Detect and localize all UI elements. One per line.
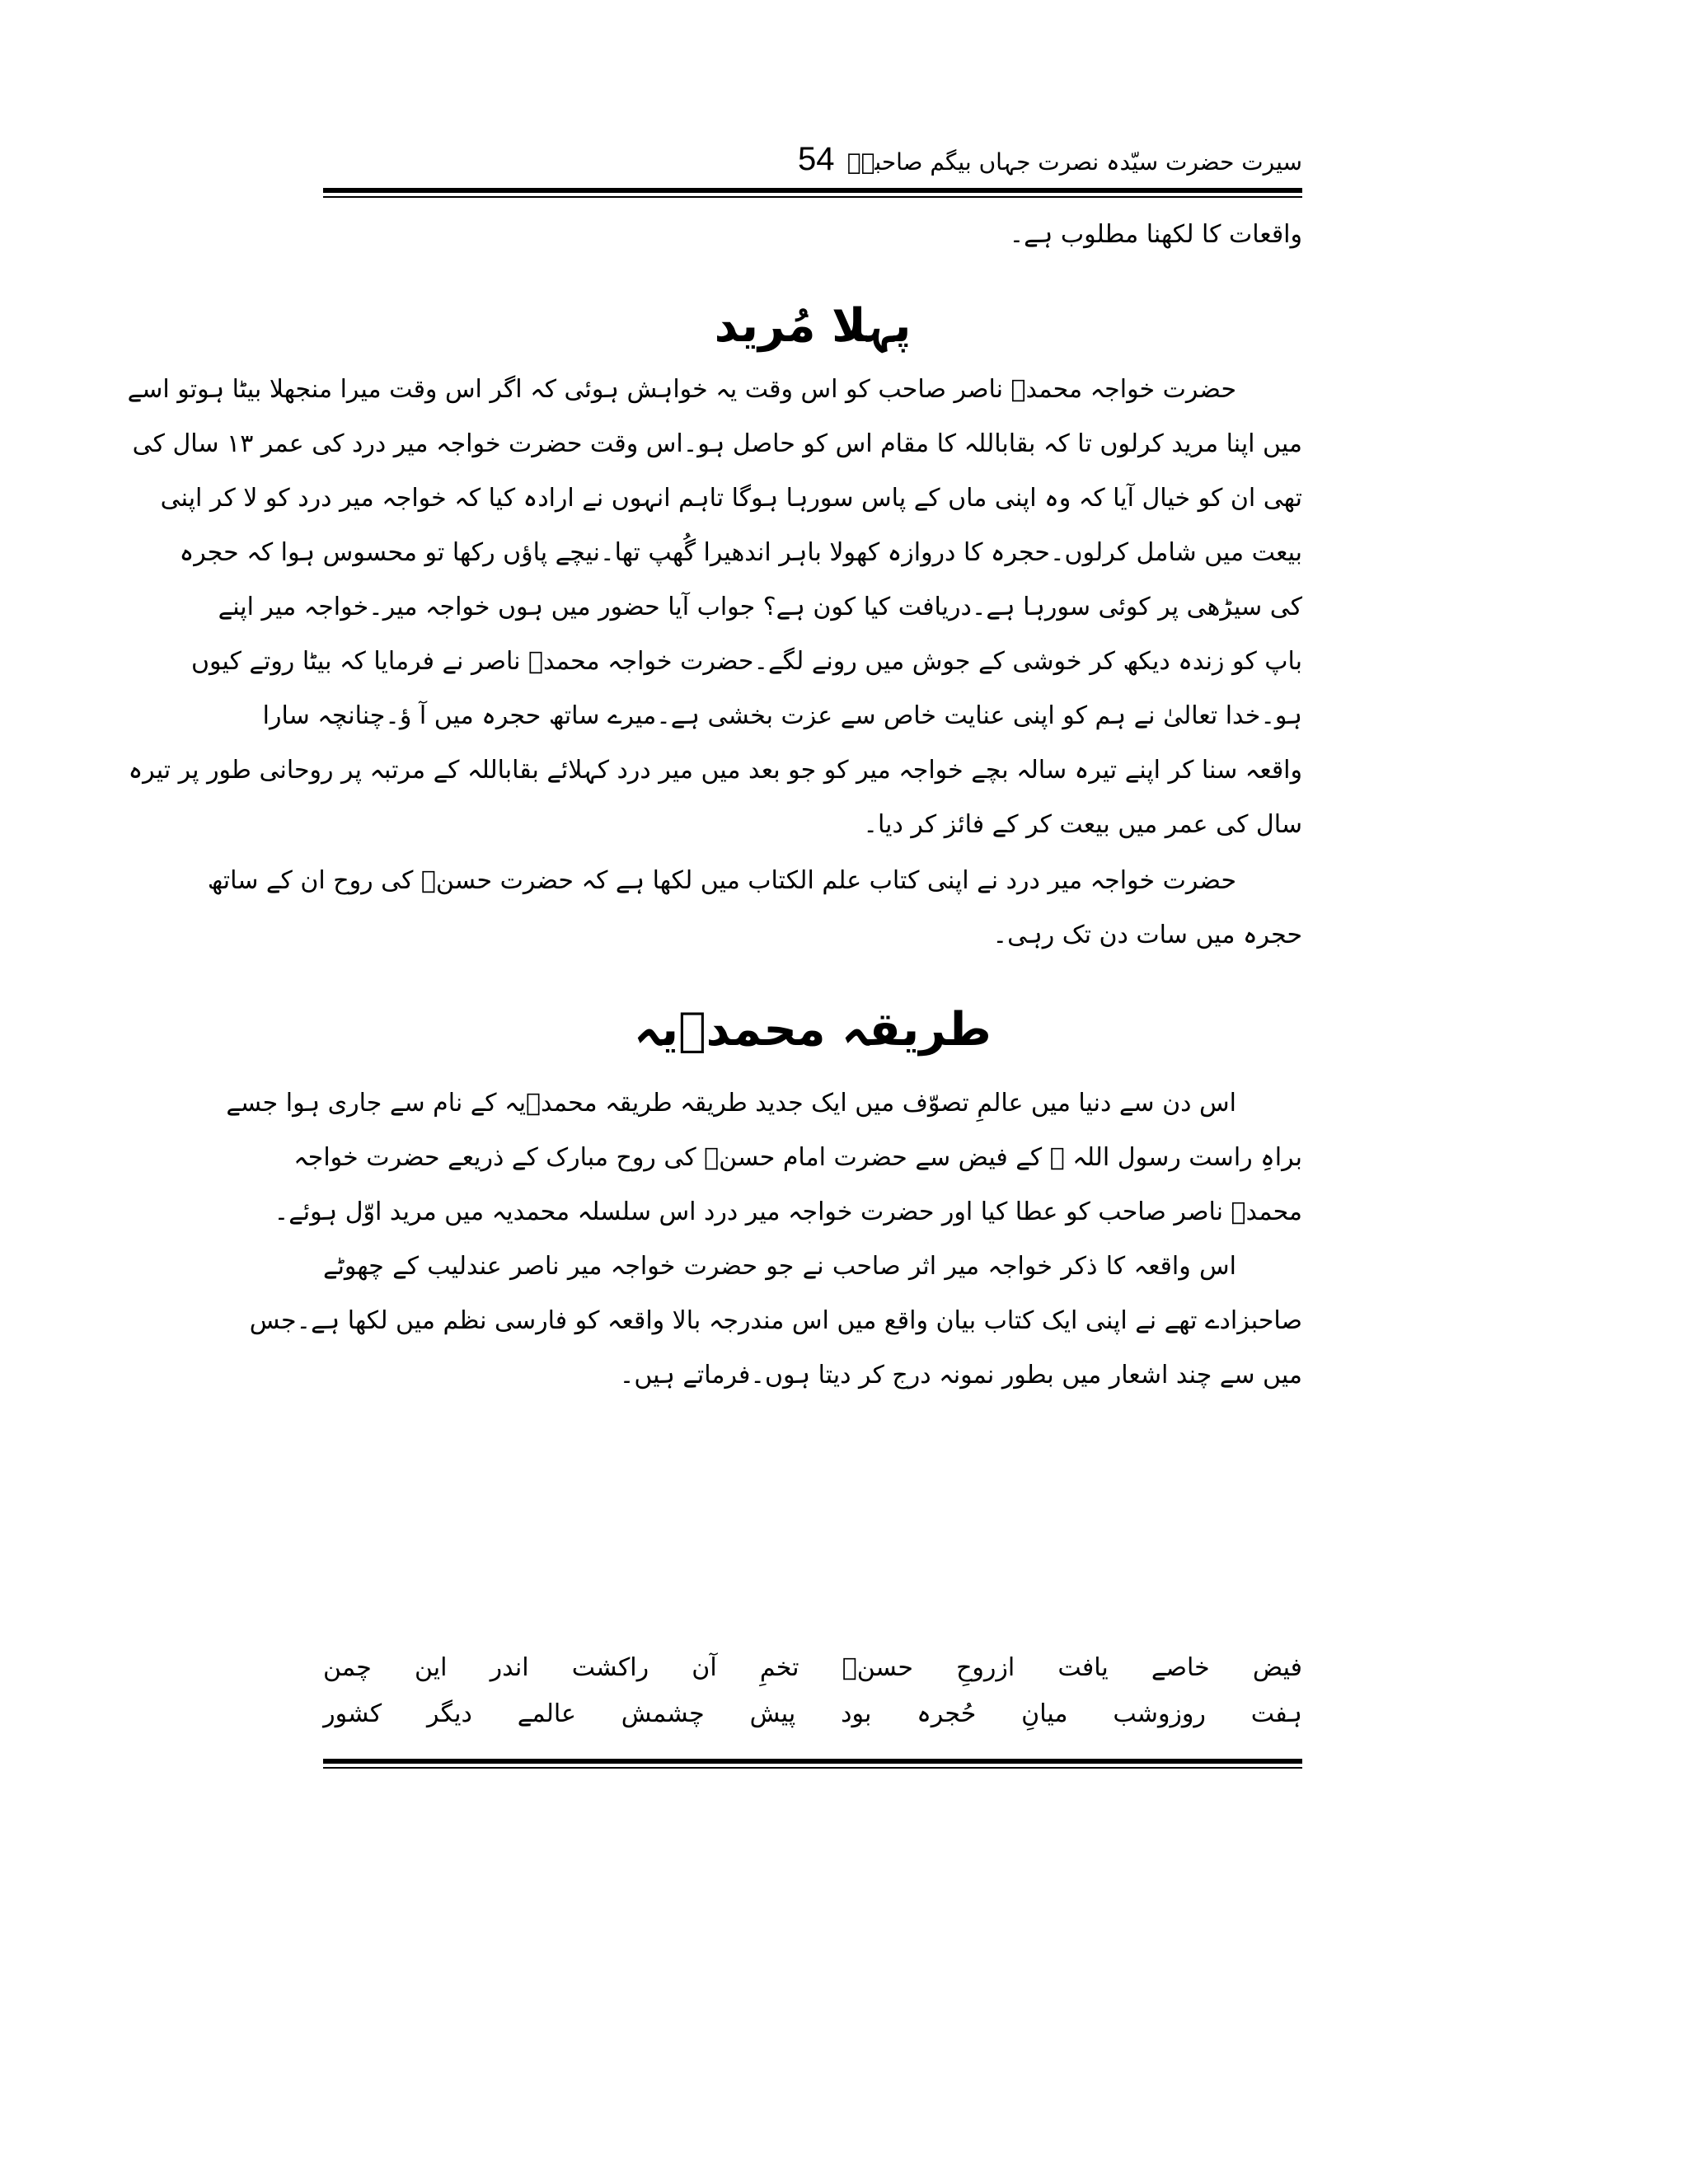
text-line: حضرت خواجہ محمدؐ ناصر صاحب کو اس وقت یہ خواہش ہوئی کہ اگر اس وقت میرا منجھلا بیٹا ہوتو اسے <box>127 375 1236 404</box>
verse-word: میانِ <box>1021 1699 1068 1728</box>
intro-paragraph <box>323 208 1302 262</box>
text-line: میں اپنا مرید کرلوں تا کہ بقاباللہ کا مقام اس کو حاصل ہو۔اس وقت حضرت خواجہ میر درد کی عمر ۱۳ سال کی <box>132 429 1302 458</box>
page-number: 54 <box>798 141 835 177</box>
verse-word: کشور <box>323 1699 382 1728</box>
text-line: تھی ان کو خیال آیا کہ وہ اپنی ماں کے پاس سورہا ہوگا تاہم انہوں نے ارادہ کیا کہ خواجہ میر درد کو لا کر اپنی <box>160 484 1302 513</box>
verse-word: دیگر <box>427 1699 472 1728</box>
text-line: اس واقعہ کا ذکر خواجہ میر اثر صاحب نے جو حضرت خواجہ میر ناصر عندلیب کے چھوٹے <box>323 1252 1236 1281</box>
verse-word: راکشت <box>571 1653 649 1682</box>
book-title: سیرت حضرت سیّدہ نصرت جہاں بیگم صاحبہؓ <box>846 148 1302 176</box>
text-line: محمدؐ ناصر صاحب کو عطا کیا اور حضرت خواجہ میر درد اس سلسلہ محمدیہ میں مرید اوّل ہوئے۔ <box>274 1197 1302 1226</box>
persian-verse <box>323 1645 1302 1737</box>
text-line: حضرت خواجہ میر درد نے اپنی کتاب علم الکتاب میں لکھا ہے کہ حضرت حسنؓ کی روح ان کے ساتھ <box>207 866 1236 895</box>
verse-word: تخمِ <box>759 1653 799 1682</box>
text-line: باپ کو زندہ دیکھ کر خوشی کے جوش میں رونے لگے۔حضرت خواجہ محمدؐ ناصر نے فرمایا کہ بیٹا روتے کیوں <box>190 647 1302 676</box>
text-line: حجرہ میں سات دن تک رہی۔ <box>992 921 1302 949</box>
verse-word: روزوشب <box>1113 1699 1206 1728</box>
verse-word: یافت <box>1057 1653 1109 1682</box>
text-line: واقعہ سنا کر اپنے تیرہ سالہ بچے خواجہ میر کو جو بعد میں میر درد کہلائے بقاباللہ کے مرتبہ پر روحانی طور پر تیرہ <box>128 756 1302 785</box>
text-line: سال کی عمر میں بیعت کر کے فائز کر دیا۔ <box>863 810 1302 839</box>
verse-word: چمن <box>323 1653 372 1682</box>
section-heading-first-disciple: پہلا مُرید <box>714 299 912 353</box>
verse-word: آن <box>692 1653 717 1682</box>
header-rule <box>323 188 1302 198</box>
paragraph-tariqa <box>226 1076 1302 1240</box>
text-line: واقعات کا لکھنا مطلوب ہے۔ <box>1009 220 1302 249</box>
text-line: میں سے چند اشعار میں بطور نمونہ درج کر دیتا ہوں۔فرماتے ہیں۔ <box>619 1361 1302 1390</box>
verse-word: عالمے <box>517 1699 576 1728</box>
verse-word: ہفت <box>1250 1699 1302 1728</box>
verse-word: این <box>414 1653 448 1682</box>
verse-word: چشمش <box>621 1699 705 1728</box>
verse-line-1 <box>323 1645 1302 1691</box>
verse-line-2 <box>323 1691 1302 1737</box>
text-line: براہِ راست رسول اللہ ﷺ کے فیض سے حضرت امام حسنؓ کی روح مبارک کے ذریعے حضرت خواجہ <box>293 1143 1302 1172</box>
verse-word: پیش <box>749 1699 796 1728</box>
verse-word: بود <box>841 1699 872 1728</box>
footer-rule <box>323 1759 1302 1769</box>
paragraph-first-disciple <box>127 363 1302 852</box>
verse-word: حُجرہ <box>917 1699 977 1728</box>
verse-word: ازروحِ <box>956 1653 1015 1682</box>
paragraph-ilm-ul-kitab <box>207 854 1302 963</box>
section-heading-tariqa-muhammadiya: طریقہ محمدؐیہ <box>634 1003 992 1057</box>
verse-word: حسنؓ <box>842 1653 913 1682</box>
text-line: صاحبزادے تھے نے اپنی ایک کتاب بیان واقع میں اس مندرجہ بالا واقعہ کو فارسی نظم میں لکھا ہے۔جس <box>249 1306 1302 1335</box>
verse-word: فیض <box>1252 1653 1302 1682</box>
text-line: اس دن سے دنیا میں عالمِ تصوّف میں ایک جدید طریقہ طریقہ محمدؐیہ کے نام سے جاری ہوا جسے <box>226 1089 1236 1118</box>
verse-word: اندر <box>490 1653 529 1682</box>
paragraph-mir-asar <box>249 1240 1302 1403</box>
verse-word: خاصے <box>1151 1653 1210 1682</box>
text-line: کی سیڑھی پر کوئی سورہا ہے۔دریافت کیا کون ہے؟ جواب آیا حضور میں ہوں خواجہ میر۔خواجہ میر اپنے <box>218 593 1302 621</box>
text-line: بیعت میں شامل کرلوں۔حجرہ کا دروازہ کھولا باہر اندھیرا گُھپ تھا۔نیچے پاؤں رکھا تو محسوس ہوا کہ حجرہ <box>179 538 1302 567</box>
text-line: ہو۔خدا تعالیٰ نے ہم کو اپنی عنایت خاص سے عزت بخشی ہے۔میرے ساتھ حجرہ میں آ ؤ۔چنانچہ سارا <box>262 701 1302 730</box>
